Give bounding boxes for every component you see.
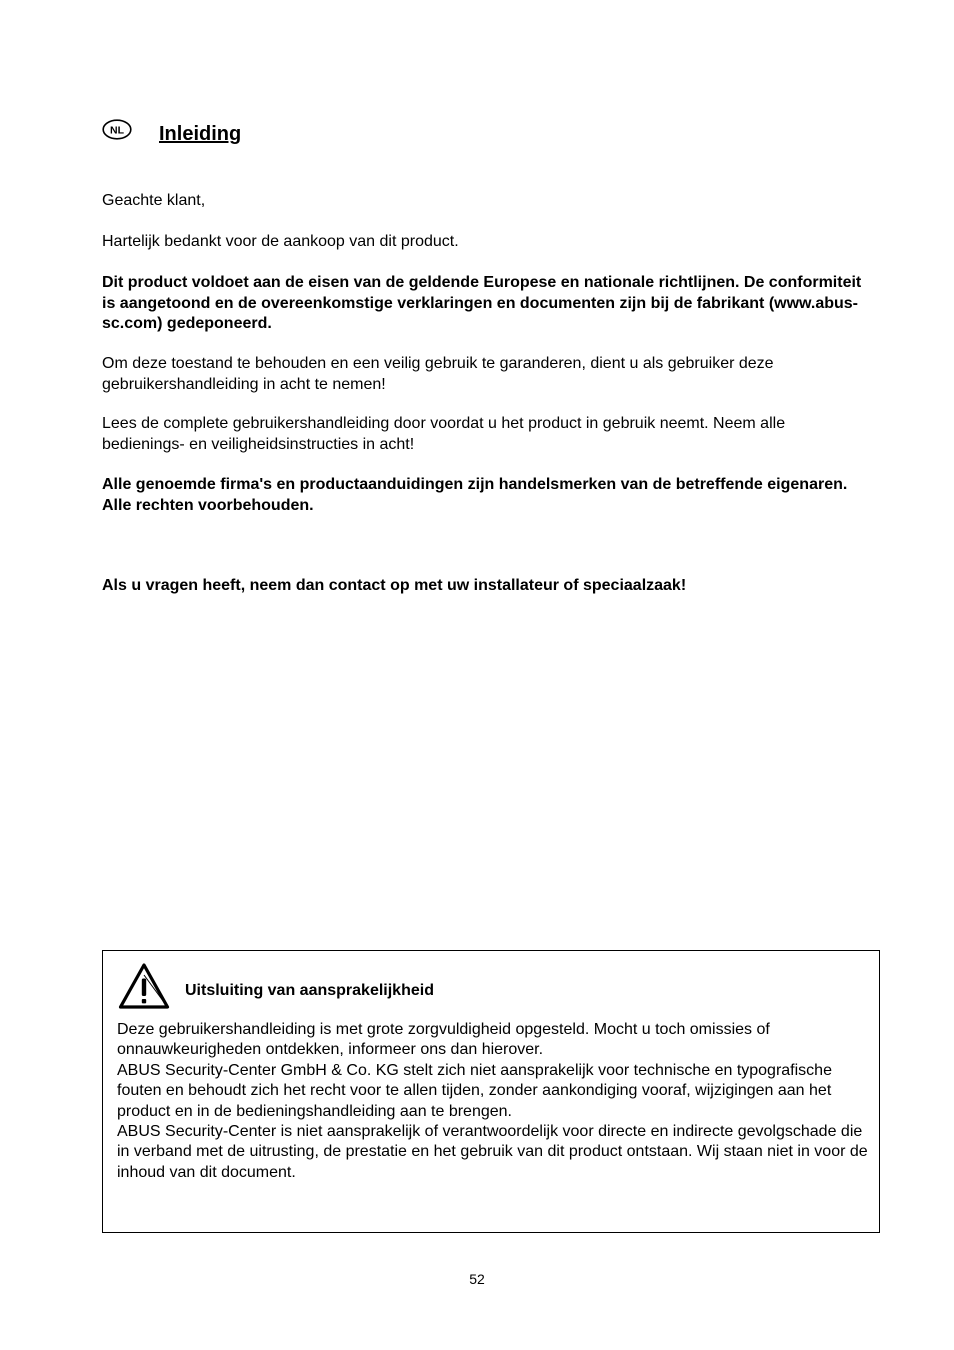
trademarks-text: Alle genoemde firma's en productaanduidingen zijn handelsmerken van de betreffende eigenaren. Alle rechten voorbehouden. — [102, 476, 848, 514]
page-number: 52 — [469, 1271, 485, 1287]
read-manual-text: Lees de complete gebruikershandleiding door voordat u het product in gebruik neemt. Neem alle bedienings- en veiligheidsinstructies in acht! — [102, 415, 786, 453]
language-badge-label: NL — [110, 124, 124, 137]
safe-use-text: Om deze toestand te behouden en een veilig gebruik te garanderen, dient u als gebruiker deze gebruikershandleiding in acht te nemen! — [102, 355, 774, 393]
section-heading: Inleiding — [159, 123, 242, 145]
disclaimer-body — [117, 1020, 869, 1183]
warning-triangle-icon — [118, 962, 170, 1010]
disclaimer-paragraph: ABUS Security-Center is niet aansprakelijk of verantwoordelijk voor directe en indirecte gevolgschade die in verband met de uitrusting, de prestatie en het gebruik van dit product ontstaan. Wij staan niet in voor de inhoud van dit document. — [117, 1123, 868, 1181]
language-badge-icon — [102, 119, 132, 140]
disclaimer-paragraph: ABUS Security-Center GmbH & Co. KG stelt zich niet aansprakelijk voor technische en typografische fouten en behoudt zich het recht voor te allen tijden, zonder aankondiging vooraf, wijzigingen aan het product en in de bedieningshandleiding aan te brengen. — [117, 1061, 832, 1120]
disclaimer-paragraph: Deze gebruikershandleiding is met grote zorgvuldigheid opgesteld. Mocht u toch omissies of onnauwkeurigheden ontdekken, informeer ons dan hierover. — [117, 1021, 770, 1059]
conformity-text: Dit product voldoet aan de eisen van de geldende Europese en nationale richtlijnen. De conformiteit is aangetoond en de overeenkomstige verklaringen en documenten zijn bij de fabrikant (www.abus-sc.com) gedeponeerd. — [102, 274, 862, 332]
greeting-text: Geachte klant, — [102, 192, 206, 209]
disclaimer-box — [102, 950, 880, 1233]
disclaimer-title: Uitsluiting van aansprakelijkheid — [185, 982, 434, 999]
thanks-text: Hartelijk bedankt voor de aankoop van dit product. — [102, 233, 459, 250]
contact-text: Als u vragen heeft, neem dan contact op met uw installateur of speciaalzaak! — [102, 577, 687, 594]
